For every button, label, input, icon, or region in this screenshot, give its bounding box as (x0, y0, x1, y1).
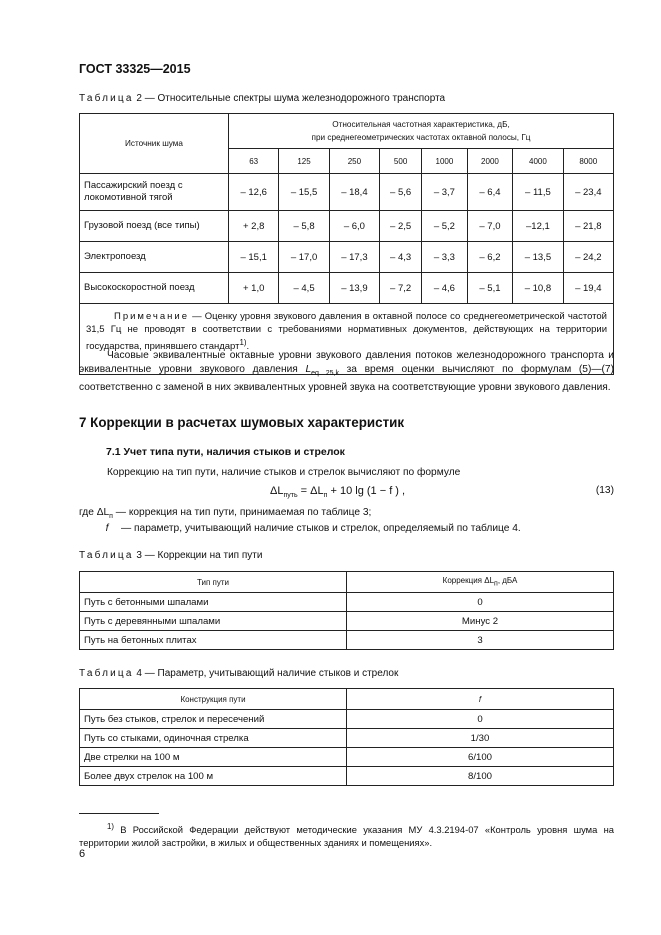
table-row: Пассажирский поезд с локомотивной тягой – 12,6 – 15,5 – 18,4 – 5,6 – 3,7 – 6,4 – 11,5 – 23,4 (80, 174, 614, 211)
freq-500: 500 (380, 149, 422, 174)
footnote-separator (79, 813, 159, 814)
table-row: Грузовой поезд (все типы) + 2,8 – 5,8 – 6,0 – 2,5 – 5,2 – 7,0 –12,1 – 21,8 (80, 211, 614, 242)
table-row: Путь с бетонными шпалами 0 (80, 593, 614, 612)
table2 (79, 113, 614, 375)
section-7-title: 7 Коррекции в расчетах шумовых характеристик (79, 415, 405, 430)
table-row: Путь на бетонных плитах 3 (80, 631, 614, 650)
freq-4000: 4000 (513, 149, 563, 174)
formula-intro: Коррекцию на тип пути, наличие стыков и стрелок вычисляют по формуле (107, 467, 461, 478)
table2-col-group: Относительная частотная характеристика, дБ, при среднегеометрических частотах октавной полосы, Гц (229, 114, 614, 149)
page-number: 6 (79, 848, 86, 860)
table4-col-f: f (347, 689, 614, 710)
where-line-1: где $\Delta L_п$ — коррекция на тип пути, принимаемая по таблице 3; (79, 507, 372, 521)
table4-caption: Таблица 4 — Параметр, учитывающий наличие стыков и стрелок (79, 668, 399, 679)
table-row: Путь со стыками, одиночная стрелка 1/30 (80, 729, 614, 748)
table3-caption: Таблица 3 — Коррекции на тип пути (79, 550, 263, 561)
table3 (79, 571, 614, 650)
table-row: Более двух стрелок на 100 м 8/100 (80, 767, 614, 786)
paragraph-octave-levels: Часовые эквивалентные октавные уровни звукового давления потоков железнодорожного транспорта и эквивалентные уровни звукового давления $L_{eq 25,k}$ за время оценки вычисляют по формулам (5)—(7) соответственно с заменой в них эквивалентных уровней звука на соответствующие уровни звукового давления. (79, 350, 614, 394)
table-row: Путь без стыков, стрелок и пересечений 0 (80, 710, 614, 729)
table3-col-type: Тип пути (80, 572, 347, 593)
table2-col-source: Источник шума (80, 114, 229, 174)
freq-8000: 8000 (563, 149, 613, 174)
footnote: $^{1)}$ В Российской Федерации действуют методические указания МУ 4.3.2194-07 «Контроль уровня шума на территории жилой застройки, в жилых и общественных зданиях и помещениях». (79, 822, 614, 849)
section-7-1-title: 7.1 Учет типа пути, наличия стыков и стрелок (106, 446, 345, 458)
table3-col-correction: Коррекция $\Delta L_п$, дБА (347, 572, 614, 593)
table4-col-construction: Конструкция пути (80, 689, 347, 710)
freq-125: 125 (279, 149, 329, 174)
table-row: Электропоезд – 15,1 – 17,0 – 17,3 – 4,3 – 3,3 – 6,2 – 13,5 – 24,2 (80, 242, 614, 273)
table-row: Путь с деревянными шпалами Минус 2 (80, 612, 614, 631)
formula-number: (13) (595, 485, 614, 496)
freq-1000: 1000 (422, 149, 468, 174)
table2-caption: Таблица 2 — Относительные спектры шума железнодорожного транспорта (79, 93, 446, 104)
freq-2000: 2000 (467, 149, 513, 174)
where-line-2: f — параметр, учитывающий наличие стыков и стрелок, определяемый по таблице 4. (105, 523, 521, 534)
table-row: Высокоскоростной поезд + 1,0 – 4,5 – 13,9 – 7,2 – 4,6 – 5,1 – 10,8 – 19,4 (80, 273, 614, 304)
table-row: Две стрелки на 100 м 6/100 (80, 748, 614, 767)
freq-250: 250 (329, 149, 379, 174)
freq-63: 63 (229, 149, 279, 174)
formula-13: $\Delta L_{путь} = \Delta L_п + 10$ lg (1 − f ) , (270, 485, 406, 500)
table4 (79, 688, 614, 786)
table2-note: Примечание — Оценку уровня звукового давления в октавной полосе со среднегеометрической частотой 31,5 Гц не проводят в соответствии с требованиями нормативных документов, действующих на территории государства, принявшего стандарт$^{1)}$. (80, 304, 614, 375)
document-header: ГОСТ 33325—2015 (79, 62, 191, 76)
